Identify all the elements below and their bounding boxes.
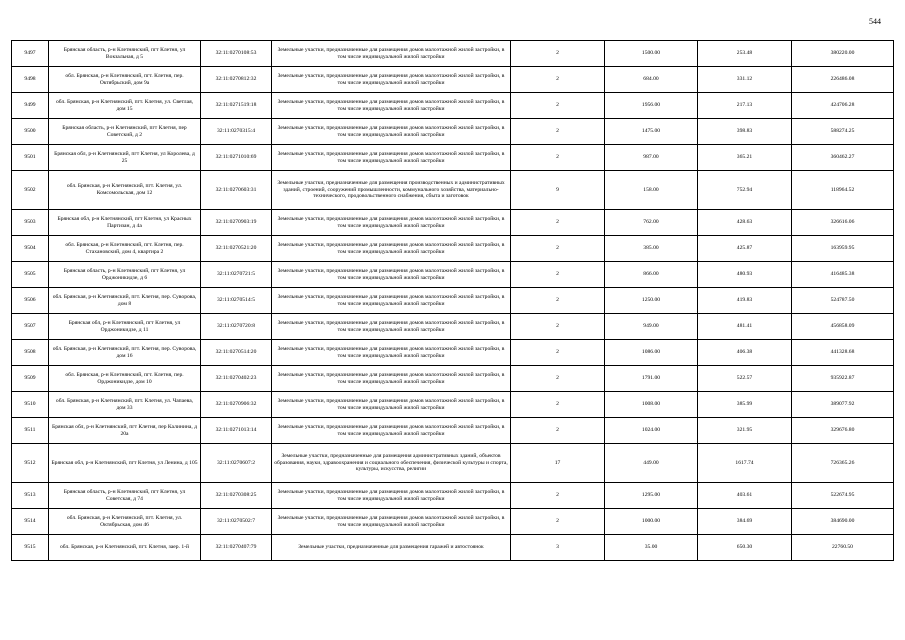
group-code-cell: 2 xyxy=(511,288,605,314)
table-row xyxy=(12,444,894,483)
specific-value-cell: 425.87 xyxy=(698,236,792,262)
address-cell: обл. Брянская, р-н Клетнянский, пгт. Клетня, ул. Светлая, дом 15 xyxy=(49,93,201,119)
address-cell: обл. Брянская, р-н Клетнянский, пгт. Клетня, ул. Комсомольская, дом 12 xyxy=(49,171,201,210)
cadastral-value-cell: 522674.95 xyxy=(792,483,894,509)
specific-value-cell: 419.83 xyxy=(698,288,792,314)
cadastral-value-cell: 329676.80 xyxy=(792,418,894,444)
table-row xyxy=(12,41,894,67)
cadastral-number-cell: 32:11:0270308:25 xyxy=(201,483,272,509)
table-row xyxy=(12,340,894,366)
table-row xyxy=(12,483,894,509)
row-number: 9497 xyxy=(12,41,49,67)
area-cell: 1791.00 xyxy=(605,366,698,392)
cadastral-number-cell: 32:11:0270402:23 xyxy=(201,366,272,392)
address-cell: Брянская область, р-н Клетнянский, пгт Клетня, пер Советский, д 2 xyxy=(49,119,201,145)
area-cell: 866.00 xyxy=(605,262,698,288)
land-purpose-cell: Земельные участки, предназначенные для размещения производственных и административных зданий, строений, сооружений промышленности, коммунального хозяйства, материально-технического, продовольственного снабжения, сбыта и заготовок xyxy=(272,171,511,210)
group-code-cell: 2 xyxy=(511,418,605,444)
specific-value-cell: 365.21 xyxy=(698,145,792,171)
cadastral-value-cell: 384690.00 xyxy=(792,509,894,535)
table-row xyxy=(12,314,894,340)
table-row xyxy=(12,119,894,145)
address-cell: Брянская область, р-н Клетнянский, пгт Клетня, ул Орджоникидзе, д 6 xyxy=(49,262,201,288)
specific-value-cell: 406.38 xyxy=(698,340,792,366)
specific-value-cell: 1617.74 xyxy=(698,444,792,483)
area-cell: 1956.00 xyxy=(605,93,698,119)
table-row xyxy=(12,93,894,119)
specific-value-cell: 384.69 xyxy=(698,509,792,535)
cadastral-number-cell: 32:11:0270315:4 xyxy=(201,119,272,145)
cadastral-value-cell: 163959.95 xyxy=(792,236,894,262)
group-code-cell: 9 xyxy=(511,171,605,210)
address-cell: обл. Брянская, р-н Клетнянский, пгт. Клетня, ул. Октябрьская, дом 46 xyxy=(49,509,201,535)
group-code-cell: 2 xyxy=(511,210,605,236)
row-number: 9498 xyxy=(12,67,49,93)
address-cell: Брянская область, р-н Клетнянский, пгт Клетня, ул Советская, д 74 xyxy=(49,483,201,509)
cadastral-number-cell: 32:11:0270720:8 xyxy=(201,314,272,340)
table-row xyxy=(12,366,894,392)
row-number: 9514 xyxy=(12,509,49,535)
row-number: 9509 xyxy=(12,366,49,392)
cadastral-number-cell: 32:11:0270407:79 xyxy=(201,535,272,561)
address-cell: обл. Брянская, р-н Клетнянский, пгт. Клетня, пер. Суворова, дом 16 xyxy=(49,340,201,366)
area-cell: 158.00 xyxy=(605,171,698,210)
row-number: 9508 xyxy=(12,340,49,366)
row-number: 9499 xyxy=(12,93,49,119)
address-cell: обл. Брянская, р-н Клетнянский, пгт. Клетня, ул. Чапаева, дом 33 xyxy=(49,392,201,418)
cadastral-number-cell: 32:11:0270721:5 xyxy=(201,262,272,288)
cadastral-number-cell: 32:11:0270603:31 xyxy=(201,171,272,210)
cadastral-value-cell: 588274.25 xyxy=(792,119,894,145)
specific-value-cell: 321.95 xyxy=(698,418,792,444)
row-number: 9503 xyxy=(12,210,49,236)
cadastral-number-cell: 32:11:0271010:69 xyxy=(201,145,272,171)
group-code-cell: 2 xyxy=(511,41,605,67)
cadastral-number-cell: 32:11:0270502:7 xyxy=(201,509,272,535)
row-number: 9501 xyxy=(12,145,49,171)
row-number: 9510 xyxy=(12,392,49,418)
table-row xyxy=(12,236,894,262)
table-row xyxy=(12,509,894,535)
area-cell: 35.00 xyxy=(605,535,698,561)
group-code-cell: 2 xyxy=(511,509,605,535)
group-code-cell: 2 xyxy=(511,119,605,145)
row-number: 9504 xyxy=(12,236,49,262)
area-cell: 1008.00 xyxy=(605,392,698,418)
area-cell: 1500.00 xyxy=(605,41,698,67)
cadastral-value-cell: 935922.87 xyxy=(792,366,894,392)
address-cell: Брянская обл, р-н Клетнянский, пгт Клетня, ул Ленина, д 105 xyxy=(49,444,201,483)
cadastral-number-cell: 32:11:0270906:32 xyxy=(201,392,272,418)
land-purpose-cell: Земельные участки, предназначенные для размещения домов малоэтажной жилой застройки, в том числе индивидуальной жилой застройки xyxy=(272,340,511,366)
group-code-cell: 17 xyxy=(511,444,605,483)
cadastral-value-cell: 360462.27 xyxy=(792,145,894,171)
area-cell: 385.00 xyxy=(605,236,698,262)
area-cell: 684.00 xyxy=(605,67,698,93)
address-cell: обл. Брянская, р-н Клетнянский, пгт. Клетня, пер. Суворова, дом 8 xyxy=(49,288,201,314)
land-purpose-cell: Земельные участки, предназначенные для размещения домов малоэтажной жилой застройки, в том числе индивидуальной жилой застройки xyxy=(272,262,511,288)
land-registry-table xyxy=(11,40,894,561)
table-row xyxy=(12,210,894,236)
address-cell: Брянская обл, р-н Клетнянский, пгт Клетня, ул Королева, д 25 xyxy=(49,145,201,171)
land-purpose-cell: Земельные участки, предназначенные для размещения домов малоэтажной жилой застройки, в том числе индивидуальной жилой застройки xyxy=(272,418,511,444)
cadastral-number-cell: 32:11:0270108:53 xyxy=(201,41,272,67)
address-cell: обл. Брянская, р-н Клетнянский, пгт. Клетня, заер. 1-й xyxy=(49,535,201,561)
land-purpose-cell: Земельные участки, предназначенные для размещения домов малоэтажной жилой застройки, в том числе индивидуальной жилой застройки xyxy=(272,288,511,314)
specific-value-cell: 522.57 xyxy=(698,366,792,392)
land-purpose-cell: Земельные участки, предназначенные для размещения домов малоэтажной жилой застройки, в том числе индивидуальной жилой застройки xyxy=(272,93,511,119)
cadastral-value-cell: 22760.50 xyxy=(792,535,894,561)
group-code-cell: 2 xyxy=(511,366,605,392)
land-purpose-cell: Земельные участки, предназначенные для размещения домов малоэтажной жилой застройки, в том числе индивидуальной жилой застройки xyxy=(272,509,511,535)
area-cell: 1024.00 xyxy=(605,418,698,444)
area-cell: 1086.00 xyxy=(605,340,698,366)
address-cell: Брянская обл, р-н Клетнянский, пгт Клетня, пер Калинина, д 20а xyxy=(49,418,201,444)
table-row xyxy=(12,288,894,314)
row-number: 9502 xyxy=(12,171,49,210)
table-row xyxy=(12,535,894,561)
row-number: 9512 xyxy=(12,444,49,483)
area-cell: 449.00 xyxy=(605,444,698,483)
cadastral-number-cell: 32:11:0270903:19 xyxy=(201,210,272,236)
cadastral-value-cell: 326616.06 xyxy=(792,210,894,236)
cadastral-value-cell: 726365.26 xyxy=(792,444,894,483)
group-code-cell: 2 xyxy=(511,93,605,119)
area-cell: 949.00 xyxy=(605,314,698,340)
cadastral-number-cell: 32:11:0270514:5 xyxy=(201,288,272,314)
row-number: 9500 xyxy=(12,119,49,145)
row-number: 9507 xyxy=(12,314,49,340)
address-cell: обл. Брянская, р-н Клетнянский, пгт. Клетня, пер. Октябрьский, дом 9а xyxy=(49,67,201,93)
specific-value-cell: 385.99 xyxy=(698,392,792,418)
area-cell: 762.00 xyxy=(605,210,698,236)
land-purpose-cell: Земельные участки, предназначенные для размещения домов малоэтажной жилой застройки, в том числе индивидуальной жилой застройки xyxy=(272,41,511,67)
group-code-cell: 2 xyxy=(511,262,605,288)
land-purpose-cell: Земельные участки, предназначенные для размещения домов малоэтажной жилой застройки, в том числе индивидуальной жилой застройки xyxy=(272,392,511,418)
cadastral-value-cell: 456858.09 xyxy=(792,314,894,340)
specific-value-cell: 481.41 xyxy=(698,314,792,340)
land-purpose-cell: Земельные участки, предназначенные для размещения домов малоэтажной жилой застройки, в том числе индивидуальной жилой застройки xyxy=(272,314,511,340)
group-code-cell: 3 xyxy=(511,535,605,561)
table-row xyxy=(12,67,894,93)
land-purpose-cell: Земельные участки, предназначенные для размещения домов малоэтажной жилой застройки, в том числе индивидуальной жилой застройки xyxy=(272,210,511,236)
land-purpose-cell: Земельные участки, предназначенные для размещения гаражей и автостоянок xyxy=(272,535,511,561)
area-cell: 1295.00 xyxy=(605,483,698,509)
row-number: 9515 xyxy=(12,535,49,561)
group-code-cell: 2 xyxy=(511,145,605,171)
group-code-cell: 2 xyxy=(511,392,605,418)
specific-value-cell: 480.93 xyxy=(698,262,792,288)
area-cell: 1000.00 xyxy=(605,509,698,535)
group-code-cell: 2 xyxy=(511,483,605,509)
cadastral-value-cell: 118964.52 xyxy=(792,171,894,210)
group-code-cell: 2 xyxy=(511,67,605,93)
specific-value-cell: 217.13 xyxy=(698,93,792,119)
address-cell: Брянская обл, р-н Клетнянский, пгт Клетня, ул Красных Партизан, д 4а xyxy=(49,210,201,236)
specific-value-cell: 752.94 xyxy=(698,171,792,210)
table-body xyxy=(12,41,894,561)
land-purpose-cell: Земельные участки, предназначенные для размещения домов малоэтажной жилой застройки, в том числе индивидуальной жилой застройки xyxy=(272,366,511,392)
area-cell: 987.00 xyxy=(605,145,698,171)
group-code-cell: 2 xyxy=(511,314,605,340)
land-purpose-cell: Земельные участки, предназначенные для размещения домов малоэтажной жилой застройки, в том числе индивидуальной жилой застройки xyxy=(272,236,511,262)
table-row xyxy=(12,262,894,288)
specific-value-cell: 650.30 xyxy=(698,535,792,561)
land-purpose-cell: Земельные участки, предназначенные для размещения домов малоэтажной жилой застройки, в том числе индивидуальной жилой застройки xyxy=(272,119,511,145)
specific-value-cell: 331.12 xyxy=(698,67,792,93)
specific-value-cell: 428.63 xyxy=(698,210,792,236)
page-number: 544 xyxy=(869,17,881,26)
cadastral-value-cell: 226486.08 xyxy=(792,67,894,93)
table-row xyxy=(12,418,894,444)
cadastral-value-cell: 380220.00 xyxy=(792,41,894,67)
row-number: 9506 xyxy=(12,288,49,314)
cadastral-value-cell: 441328.68 xyxy=(792,340,894,366)
cadastral-number-cell: 32:11:0271013:14 xyxy=(201,418,272,444)
address-cell: Брянская область, р-н Клетнянский, пгт Клетня, ул Вокзальная, д 5 xyxy=(49,41,201,67)
cadastral-value-cell: 389077.92 xyxy=(792,392,894,418)
specific-value-cell: 398.83 xyxy=(698,119,792,145)
cadastral-number-cell: 32:11:0270607:2 xyxy=(201,444,272,483)
land-purpose-cell: Земельные участки, предназначенные для размещения домов малоэтажной жилой застройки, в том числе индивидуальной жилой застройки xyxy=(272,67,511,93)
cadastral-number-cell: 32:11:0271519:18 xyxy=(201,93,272,119)
row-number: 9513 xyxy=(12,483,49,509)
cadastral-value-cell: 524787.50 xyxy=(792,288,894,314)
land-purpose-cell: Земельные участки, предназначенные для размещения домов малоэтажной жилой застройки, в том числе индивидуальной жилой застройки xyxy=(272,483,511,509)
land-purpose-cell: Земельные участки, предназначенные для размещения домов малоэтажной жилой застройки, в том числе индивидуальной жилой застройки xyxy=(272,145,511,171)
address-cell: обл. Брянская, р-н Клетнянский, пгт. Клетня, пер. Орджоникидзе, дом 10 xyxy=(49,366,201,392)
area-cell: 1250.00 xyxy=(605,288,698,314)
table-row xyxy=(12,145,894,171)
group-code-cell: 2 xyxy=(511,236,605,262)
area-cell: 1475.00 xyxy=(605,119,698,145)
address-cell: обл. Брянская, р-н Клетнянский, пгт. Клетня, пер. Стахановский, дом 4, квартира 2 xyxy=(49,236,201,262)
group-code-cell: 2 xyxy=(511,340,605,366)
land-purpose-cell: Земельные участки, предназначенные для размещения административных зданий, объектов образования, науки, здравоохранения и социального обеспечения, физической культуры и спорта, культуры, искусства, религии xyxy=(272,444,511,483)
table-row xyxy=(12,392,894,418)
cadastral-number-cell: 32:11:0270514:20 xyxy=(201,340,272,366)
specific-value-cell: 253.48 xyxy=(698,41,792,67)
specific-value-cell: 403.61 xyxy=(698,483,792,509)
cadastral-number-cell: 32:11:0270812:32 xyxy=(201,67,272,93)
row-number: 9511 xyxy=(12,418,49,444)
cadastral-value-cell: 416485.38 xyxy=(792,262,894,288)
cadastral-number-cell: 32:11:0270521:20 xyxy=(201,236,272,262)
table-row xyxy=(12,171,894,210)
cadastral-value-cell: 424706.28 xyxy=(792,93,894,119)
address-cell: Брянская обл, р-н Клетнянский, пгт Клетня, ул Орджоникидзе, д 11 xyxy=(49,314,201,340)
row-number: 9505 xyxy=(12,262,49,288)
